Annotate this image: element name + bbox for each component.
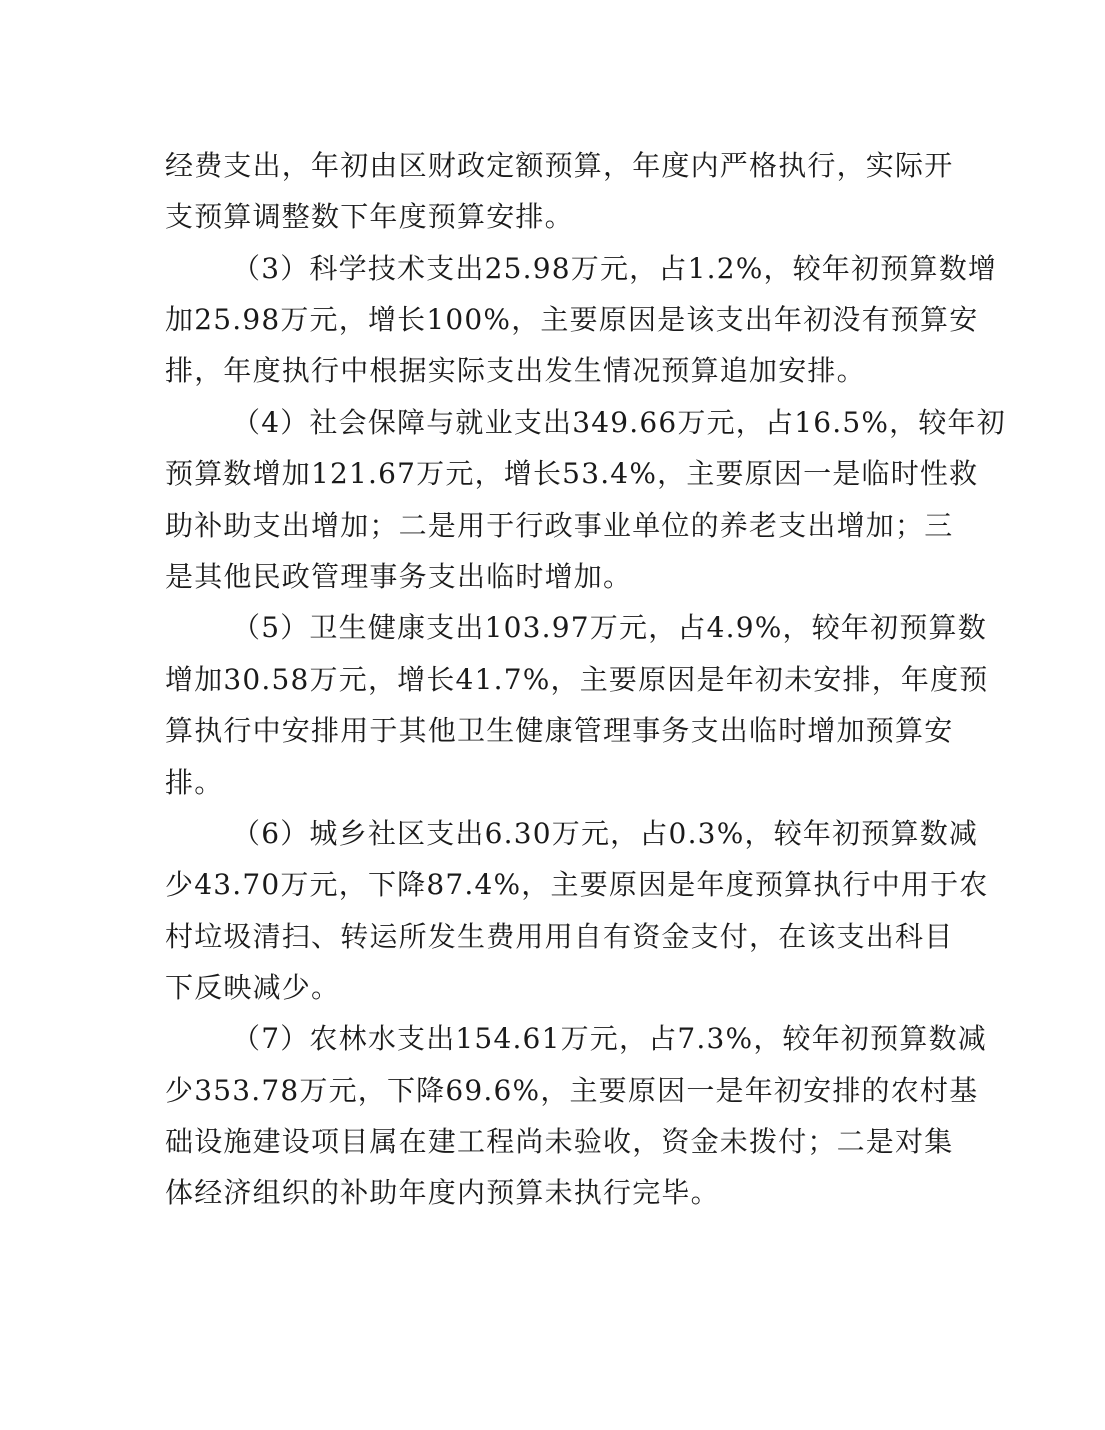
paragraph-5-line-1: （5）卫生健康支出103.97万元，占4.9%，较年初预算数 (232, 611, 987, 644)
paragraph-5-line-4: 排。 (165, 766, 224, 799)
paragraph-4-line-4: 是其他民政管理事务支出临时增加。 (165, 560, 633, 593)
paragraph-3-line-3: 排，年度执行中根据实际支出发生情况预算追加安排。 (165, 354, 866, 387)
paragraph-6-line-3: 村垃圾清扫、转运所发生费用用自有资金支付，在该支出科目 (165, 920, 954, 953)
paragraph-intro-line-1: 经费支出，年初由区财政定额预算，年度内严格执行，实际开 (165, 149, 954, 182)
paragraph-4-line-1: （4）社会保障与就业支出349.66万元，占16.5%，较年初 (232, 406, 1006, 439)
paragraph-3-line-1: （3）科学技术支出25.98万元，占1.2%，较年初预算数增 (232, 252, 998, 285)
paragraph-3-line-2: 加25.98万元，增长100%，主要原因是该支出年初没有预算安 (165, 303, 979, 336)
paragraph-7-line-2: 少353.78万元，下降69.6%，主要原因一是年初安排的农村基 (165, 1074, 979, 1107)
paragraph-6-line-2: 少43.70万元，下降87.4%，主要原因是年度预算执行中用于农 (165, 868, 989, 901)
paragraph-7-line-3: 础设施建设项目属在建工程尚未验收，资金未拨付；二是对集 (165, 1125, 954, 1158)
paragraph-7-line-1: （7）农林水支出154.61万元，占7.3%，较年初预算数减 (232, 1022, 987, 1055)
paragraph-5-line-3: 算执行中安排用于其他卫生健康管理事务支出临时增加预算安 (165, 714, 954, 747)
paragraph-7-line-4: 体经济组织的补助年度内预算未执行完毕。 (165, 1176, 720, 1209)
paragraph-intro-line-2: 支预算调整数下年度预算安排。 (165, 200, 574, 233)
paragraph-6-line-4: 下反映减少。 (165, 971, 341, 1004)
paragraph-4-line-2: 预算数增加121.67万元，增长53.4%，主要原因一是临时性救 (165, 457, 979, 490)
paragraph-6-line-1: （6）城乡社区支出6.30万元，占0.3%，较年初预算数减 (232, 817, 979, 850)
paragraph-5-line-2: 增加30.58万元，增长41.7%，主要原因是年初未安排，年度预 (165, 663, 989, 696)
paragraph-4-line-3: 助补助支出增加；二是用于行政事业单位的养老支出增加；三 (165, 509, 954, 542)
